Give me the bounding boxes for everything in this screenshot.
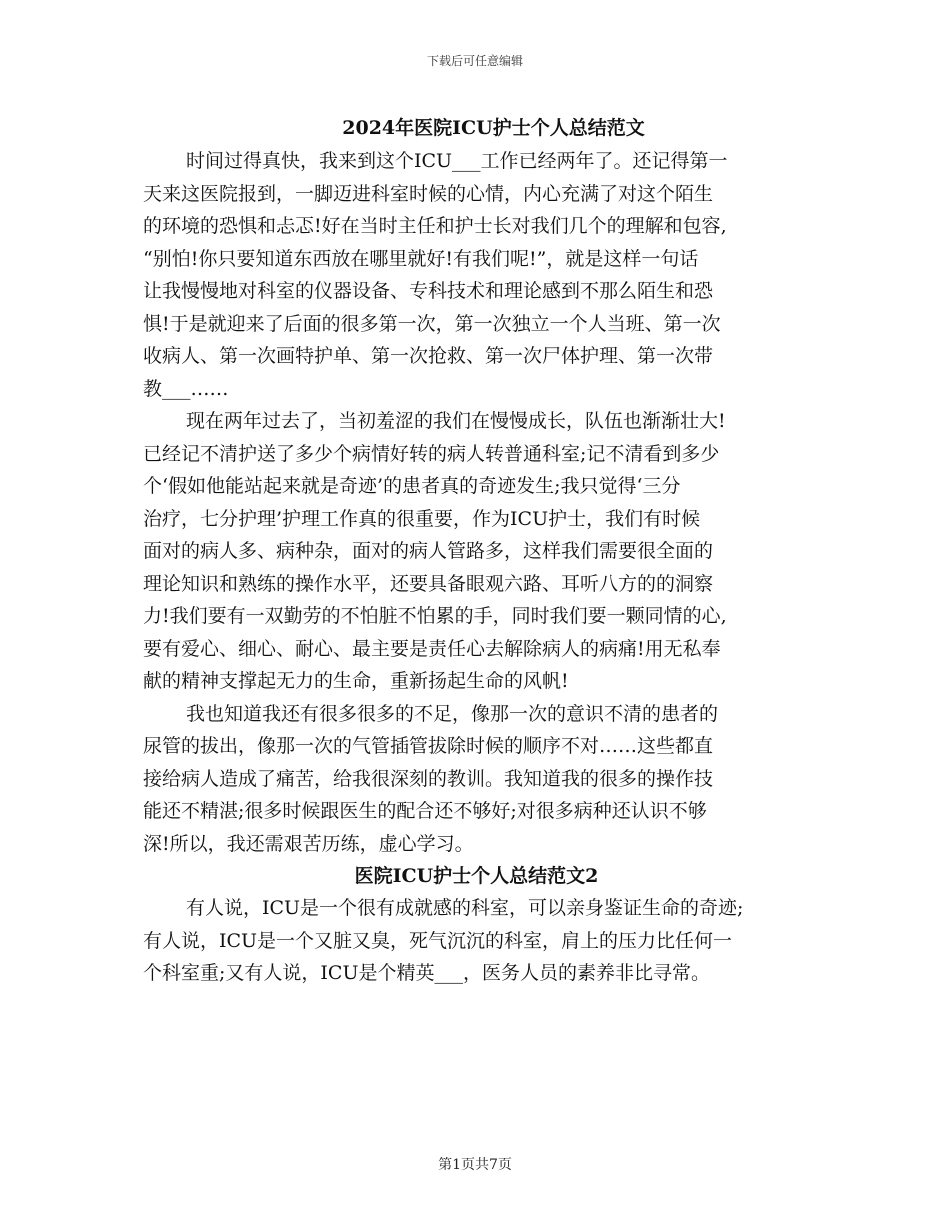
text-line: 我也知道我还有很多很多的不足，像那一次的意识不清的患者的: [186, 702, 719, 725]
text-line: 能还不精湛;很多时候跟医生的配合还不够好;对很多病种还认识不够: [143, 800, 707, 822]
text-line: 个科室重;又有人说，ICU是个精英___，医务人员的素养非比寻常。: [143, 962, 710, 984]
document-title: 2024年医院ICU护士个人总结范文: [342, 117, 645, 139]
text-line: 有人说，ICU是一个又脏又臭，死气沉沉的科室，肩上的压力比任何一: [143, 929, 733, 952]
text-line: 现在两年过去了，当初羞涩的我们在慢慢成长，队伍也渐渐壮大!: [186, 410, 726, 432]
paragraph-3: [143, 698, 810, 861]
paragraph-1: [143, 145, 810, 405]
document-body: [143, 111, 810, 990]
text-line: 已经记不清护送了多少个病情好转的病人转普通科室;记不清看到多少: [143, 442, 720, 465]
text-line: 尿管的拔出，像那一次的气管插管拔除时候的顺序不对……这些都直: [143, 735, 714, 757]
page-footer: 第1页共7页: [438, 1157, 512, 1173]
text-line: 面对的病人多、病种杂，面对的病人管路多，这样我们需要很全面的: [143, 540, 714, 562]
text-line: 个‘假如他能站起来就是奇迹’的患者真的奇迹发生;我只觉得‘三分: [143, 475, 681, 497]
text-line: “别怕!你只要知道东西放在哪里就好!有我们呢!”，就是这样一句话: [143, 247, 699, 270]
text-line: 献的精神支撑起无力的生命，重新扬起生命的风帆!: [143, 670, 569, 692]
text-line: 让我慢慢地对科室的仪器设备、专科技术和理论感到不那么陌生和恐: [143, 280, 714, 302]
text-line: 惧!于是就迎来了后面的很多第一次，第一次独立一个人当班、第一次: [143, 312, 721, 335]
section-subtitle: 医院ICU护士个人总结范文2: [354, 865, 599, 887]
paragraph-4: [143, 892, 810, 990]
paragraph-2: [143, 405, 810, 698]
text-line: 时间过得真快，我来到这个ICU___工作已经两年了。还记得第一: [186, 150, 728, 172]
text-line: 接给病人造成了痛苦，给我很深刻的教训。我知道我的很多的操作技: [143, 767, 714, 790]
text-line: 有人说，ICU是一个很有成就感的科室，可以亲身鉴证生命的奇迹;: [186, 897, 744, 919]
text-line: 理论知识和熟练的操作水平，还要具备眼观六路、耳听八方的的洞察: [143, 572, 714, 595]
text-line: 力!我们要有一双勤劳的不怕脏不怕累的手，同时我们要一颗同情的心,: [143, 605, 727, 627]
text-line: 要有爱心、细心、耐心、最主要是责任心去解除病人的病痛!用无私奉: [143, 637, 721, 660]
text-line: 收病人、第一次画特护单、第一次抢救、第一次尸体护理、第一次带: [143, 345, 714, 367]
text-line: 的环境的恐惧和忐忑!好在当时主任和护士长对我们几个的理解和包容,: [143, 215, 727, 237]
text-line: 深!所以，我还需艰苦历练，虚心学习。: [143, 832, 474, 855]
page-header: 下载后可任意编辑: [426, 54, 523, 68]
text-line: 天来这医院报到，一脚迈进科室时候的心情，内心充满了对这个陌生: [143, 182, 714, 205]
text-line: 教___……: [143, 377, 229, 400]
text-line: 治疗，七分护理’护理工作真的很重要，作为ICU护士，我们有时候: [143, 507, 701, 530]
